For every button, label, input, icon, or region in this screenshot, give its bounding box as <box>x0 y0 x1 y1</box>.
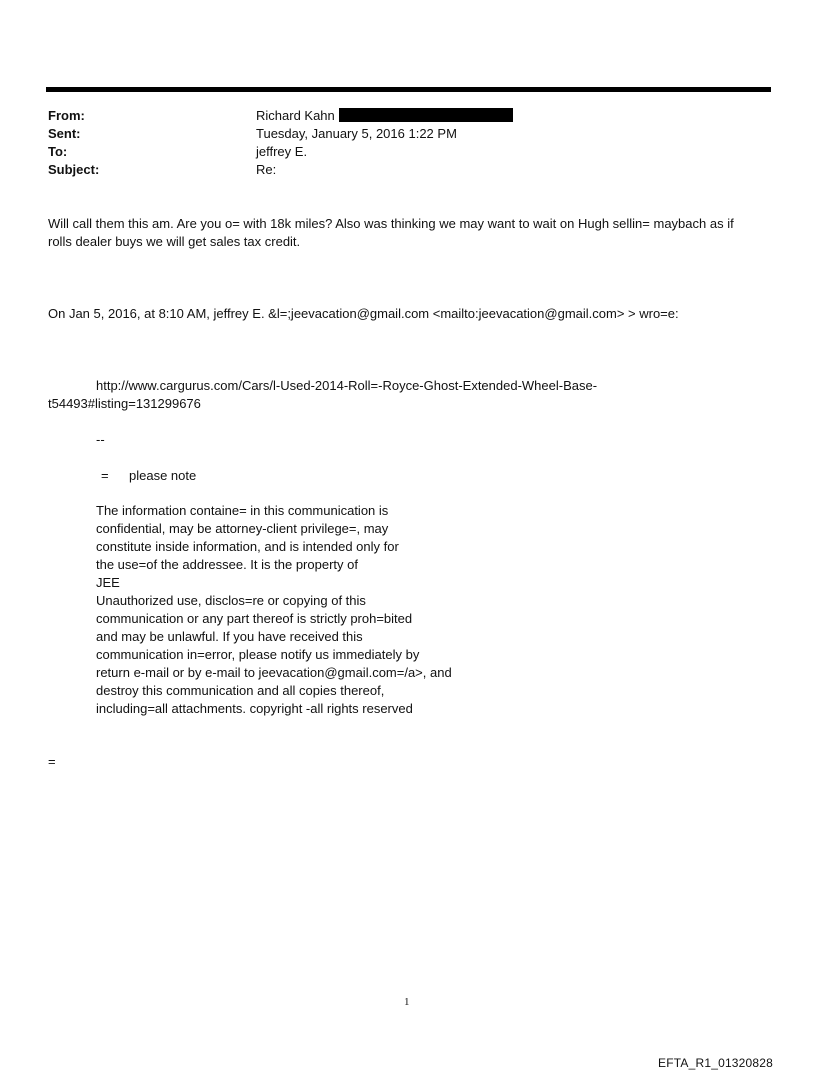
header-rule <box>46 87 771 92</box>
disclaimer-line: constitute inside information, and is intended only for <box>96 539 399 554</box>
listing-link-line-2[interactable]: t54493#listing=131299676 <box>48 396 201 411</box>
sent-label: Sent: <box>48 126 81 141</box>
disclaimer-line: and may be unlawful. If you have received this <box>96 629 363 644</box>
signature-dash: -- <box>96 432 105 447</box>
note-heading: please note <box>129 468 197 483</box>
redaction-bar <box>339 108 513 122</box>
from-name: Richard Kahn <box>256 108 335 123</box>
disclaimer-line: return e-mail or by e-mail to jeevacation@gmail.com=/a>, and <box>96 665 452 680</box>
disclaimer-line: JEE <box>96 575 120 590</box>
note-bullet: = <box>101 468 109 483</box>
bates-number: EFTA_R1_01320828 <box>658 1056 774 1070</box>
page-number: 1 <box>404 996 410 1008</box>
disclaimer-line: communication in=error, please notify us immediately by <box>96 647 420 662</box>
disclaimer-line: destroy this communication and all copies thereof, <box>96 683 385 698</box>
listing-link-line-1[interactable]: http://www.cargurus.com/Cars/l-Used-2014-Roll=-Royce-Ghost-Extended-Wheel-Base- <box>96 378 598 393</box>
subject-label: Subject: <box>48 162 100 177</box>
disclaimer-line: confidential, may be attorney-client privilege=, may <box>96 521 389 536</box>
disclaimer-line: the use=of the addressee. It is the property of <box>96 557 358 572</box>
quote-intro: On Jan 5, 2016, at 8:10 AM, jeffrey E. &l=;jeevacation@gmail.com <mailto:jeevacation@gmail.com> > wro=e: <box>48 306 679 321</box>
from-value <box>256 107 513 125</box>
reply-line-2: rolls dealer buys we will get sales tax credit. <box>48 234 301 249</box>
to-value: jeffrey E. <box>256 144 308 159</box>
trailing-equals: = <box>48 754 56 769</box>
sent-value: Tuesday, January 5, 2016 1:22 PM <box>256 126 457 141</box>
disclaimer-line: communication or any part thereof is strictly proh=bited <box>96 611 413 626</box>
reply-line-1: Will call them this am. Are you o= with 18k miles? Also was thinking we may want to wait on Hugh sellin= maybach as if <box>48 216 734 231</box>
subject-value: Re: <box>256 162 277 177</box>
disclaimer-line: including=all attachments. copyright -all rights reserved <box>96 701 413 716</box>
to-label: To: <box>48 144 68 159</box>
from-label: From: <box>48 108 85 123</box>
disclaimer-line: Unauthorized use, disclos=re or copying of this <box>96 593 366 608</box>
disclaimer-line: The information containe= in this communication is <box>96 503 389 518</box>
